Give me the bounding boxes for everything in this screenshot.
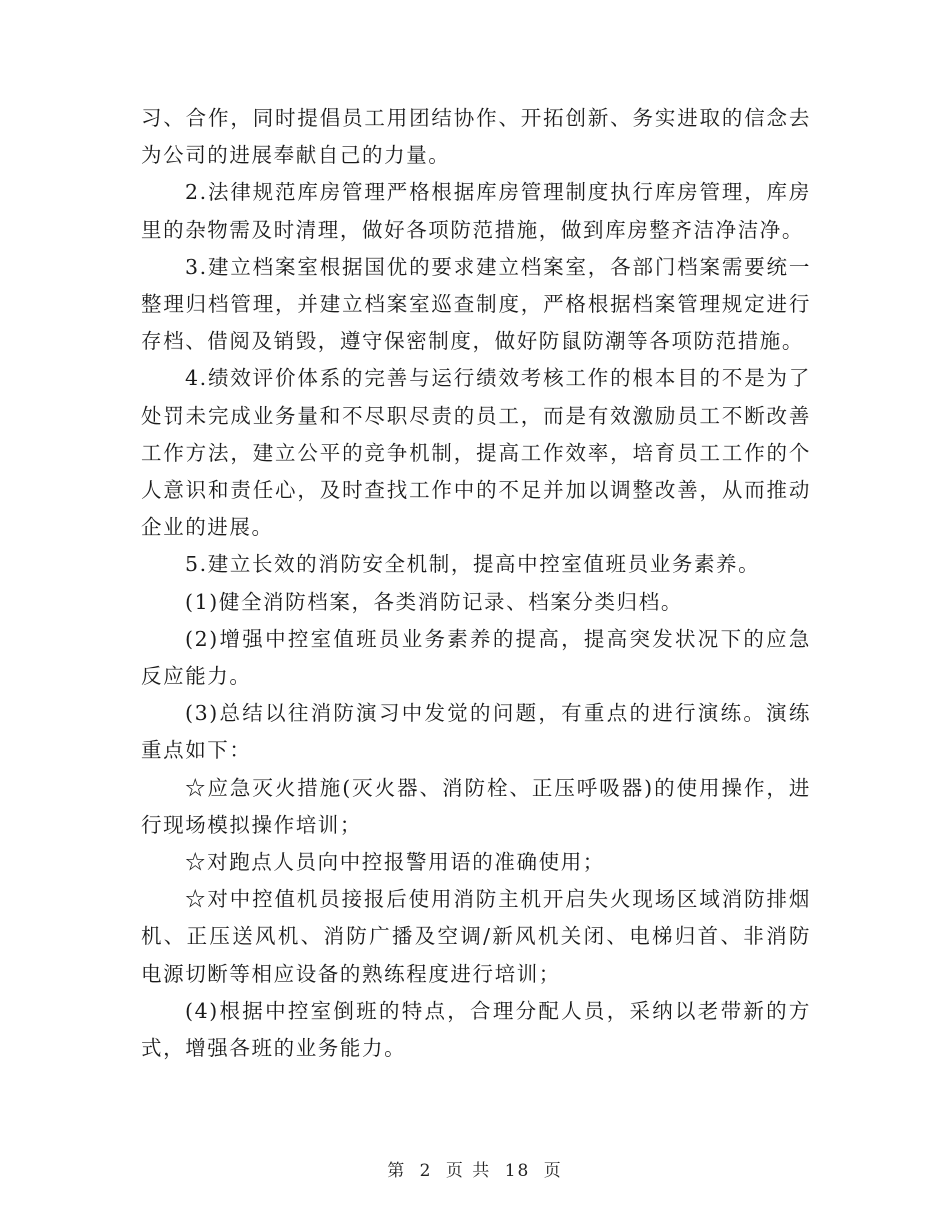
paragraph-9: ☆应急灭火措施(灭火器、消防栓、正压呼吸器)的使用操作，进行现场模拟操作培训； <box>141 775 811 837</box>
paragraph-2: 2.法律规范库房管理严格根据库房管理制度执行库房管理，库房里的杂物需及时清理，做好各项防范措施，做到库房整齐洁净洁净。 <box>141 180 811 242</box>
paragraph-7: (2)增强中控室值班员业务素养的提高，提高突发状况下的应急反应能力。 <box>141 626 811 689</box>
paragraph-6: (1)健全消防档案，各类消防记录、档案分类归档。 <box>185 589 683 614</box>
paragraph-4: 4.绩效评价体系的完善与运行绩效考核工作的根本目的不是为了处罚未完成业务量和不尽职尽责的员工，而是有效激励员工不断改善工作方法，建立公平的竞争机制，提高工作效率，培育员工工作的个人意识和责任心，及时查找工作中的不足并加以调整改善，从而推动企业的进展。 <box>141 366 811 540</box>
paragraph-3: 3.建立档案室根据国优的要求建立档案室，各部门档案需要统一整理归档管理，并建立档案室巡查制度，严格根据档案管理规定进行存档、借阅及销毁，遵守保密制度，做好防鼠防潮等各项防范措施。 <box>141 254 811 354</box>
footer-prefix: 第 <box>387 1161 407 1181</box>
page-footer <box>0 1156 950 1181</box>
paragraph-10: ☆对跑点人员向中控报警用语的准确使用； <box>185 850 605 875</box>
paragraph-1: 习、合作，同时提倡员工用团结协作、开拓创新、务实进取的信念去为公司的进展奉献自己的力量。 <box>141 106 811 168</box>
paragraph-12: (4)根据中控室倒班的特点，合理分配人员，采纳以老带新的方式，增强各班的业务能力。 <box>141 998 811 1061</box>
footer-current-page: 2 <box>419 1161 433 1181</box>
footer-total-pages: 18 <box>504 1161 531 1181</box>
paragraph-5: 5.建立长效的消防安全机制，提高中控室值班员业务素养。 <box>185 552 761 577</box>
paragraph-11: ☆对中控值机员接报后使用消防主机开启失火现场区域消防排烟机、正压送风机、消防广播及空调/新风机关闭、电梯归首、非消防电源切断等相应设备的熟练程度进行培训； <box>141 887 811 986</box>
document-body <box>141 100 811 1067</box>
footer-suffix: 页 <box>543 1161 563 1181</box>
paragraph-8: (3)总结以往消防演习中发觉的问题，有重点的进行演练。演练重点如下： <box>141 701 811 763</box>
footer-middle: 页 共 <box>445 1161 492 1181</box>
